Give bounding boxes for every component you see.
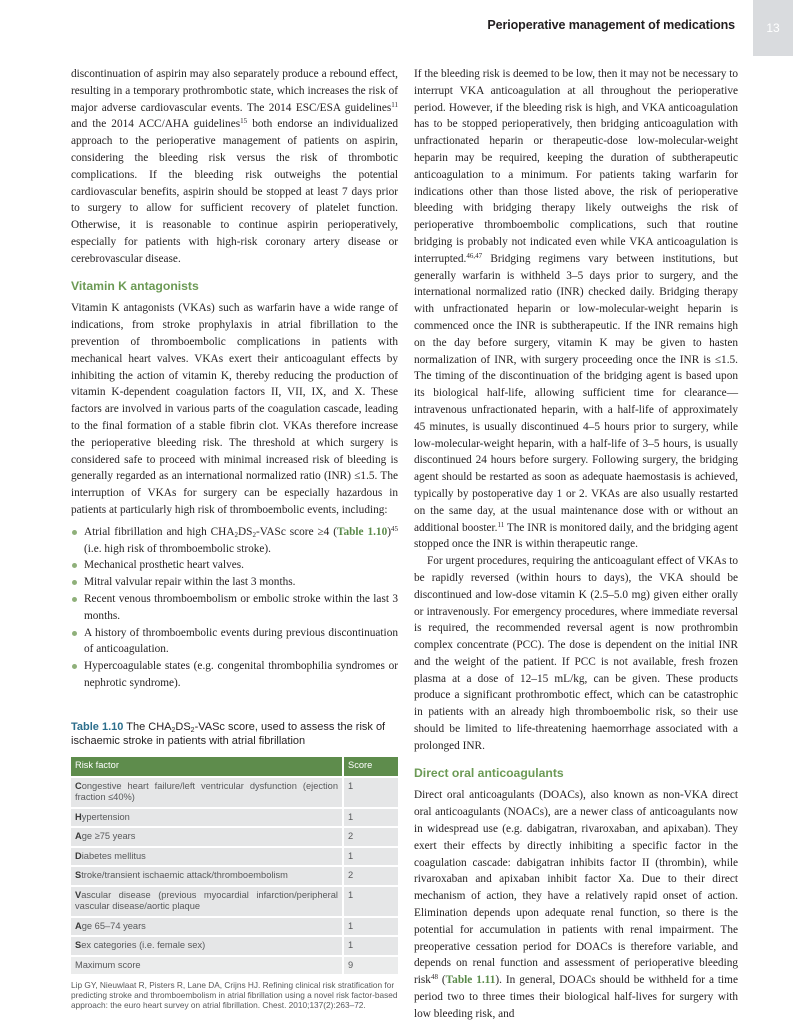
section-heading-doac: Direct oral anticoagulants: [414, 765, 564, 780]
acronym-initial: H: [75, 811, 82, 822]
list-item-text: A history of thromboembolic events during previous discontinuation of anticoagulation.: [84, 626, 398, 656]
score-cell: 2: [343, 827, 398, 847]
list-item: [71, 658, 398, 692]
bullet-icon: [72, 631, 77, 636]
score-cell: 1: [343, 777, 398, 808]
acronym-initial: C: [75, 780, 82, 791]
text-span: troke/transient ischaemic attack/thromboembolism: [81, 870, 288, 881]
table-row: [71, 866, 398, 886]
table-cross-reference-link[interactable]: Table 1.10: [336, 525, 388, 538]
score-cell: 2: [343, 866, 398, 886]
reference-superscript: 15: [240, 117, 248, 126]
list-item: [71, 591, 398, 625]
left-column: [71, 66, 398, 1010]
list-item: [71, 557, 398, 574]
subscript: 2: [252, 530, 256, 539]
bullet-icon: [72, 580, 77, 585]
text-span: both endorse an individualized approach to the perioperative management of patients on aspirin, considering the bleeding risk versus the risk of thrombotic complications. If the bleeding risk outweighs the potential cardiovascular benefits, aspirin should be stopped at least 7 days prior to surgery to allow for sufficient recovery of platelet function. Otherwise, it is reasonable to continue aspirin perioperatively, especially for patients with high-risk coronary artery disease or cerebrovascular disease.: [71, 118, 398, 265]
list-item: [71, 524, 398, 558]
text-span: Bridging regimens vary between institutions, but generally warfarin is withheld 3–5 days prior to surgery, and the international normalized ratio (INR) checked daily. Bridging therapy with unfractionated heparin or low-molecular-weight heparin is commenced once the INR is subtherapeutic. If the INR remains high on the day before surgery, vitamin K may be given to hasten normalization of INR, with surgery proceeding once the INR is ≤1.5. The timing of the discontinuation of the bridging agent is based upon its biological half-life, allowing sufficient time for clearance—intravenous unfractionated heparin, with a half-life of approximately 45 minutes, is usually discontinued 4–5 hours prior to surgery, while low-molecular-weight heparin, with a half-life of 3–5 hours, is usually discontinued 24 hours before surgery. Following surgery, the bridging agent should be restarted as soon as adequate haemostasis is achieved, typically by postoperative day 1 or 2. VKAs are also usually restarted on the same day, at the usual maintenance dose with or without an additional booster.: [414, 252, 738, 534]
text-span: ascular disease (previous myocardial infarction/peripheral vascular disease/aortic plaque: [75, 889, 338, 912]
bullet-icon: [72, 664, 77, 669]
text-span: If the bleeding risk is deemed to be low, then it may not be necessary to interrupt VKA anticoagulation at all throughout the perioperative period. However, if the bleeding risk is high, and VKA anticoagulation has to be stopped perioperatively, then bridging anticoagulation with unfractionated heparin or therapeutic-dose low-molecular-weight heparin may be required, keeping the duration of subtherapeutic anticoagulation to a minimum. For patients taking warfarin for indications other than those listed above, the risk of perioperative bleeding with bridging therapy likely outweighs the risk of perioperative thromboembolic complications, such that routine bridging is probably not indicated even while VKA anticoagulation is interrupted.: [414, 68, 738, 265]
risk-factor-cell: [71, 917, 343, 937]
risk-factor-cell: [71, 777, 343, 808]
table-header-row: [71, 757, 398, 777]
score-cell: 1: [343, 917, 398, 937]
running-header-title: Perioperative management of medications: [487, 18, 735, 32]
table-row: [71, 886, 398, 917]
risk-factor-cell: [71, 886, 343, 917]
text-span: DS: [175, 720, 191, 733]
risk-factor-cell: [71, 808, 343, 828]
risk-factor-cell: [71, 936, 343, 956]
text-span: (i.e. high risk of thromboembolic stroke).: [84, 542, 271, 555]
text-span: -VASc score, used to assess the risk of ischaemic stroke in patients with atrial fibrillation: [71, 720, 386, 747]
table-row: [71, 917, 398, 937]
risk-factor-cell: [71, 847, 343, 867]
text-span: The INR is monitored daily, and the bridging agent stopped once the INR is within therapeutic range.: [414, 521, 738, 551]
table-cross-reference-link[interactable]: Table 1.11: [445, 974, 496, 987]
bullet-icon: [72, 563, 77, 568]
acronym-initial: V: [75, 889, 82, 900]
reference-superscript: 46,47: [466, 251, 483, 260]
risk-factor-cell: [71, 827, 343, 847]
paragraph-vka: Vitamin K antagonists (VKAs) such as warfarin have a wide range of indications, from stroke prophylaxis in atrial fibrillation to the prevention of thromboembolic complications in patients with mechanical heart valves. VKAs exert their anticoagulant effects by inhibiting the action of vitamin K, thereby reducing the production of vitamin K-dependent coagulation factors II, VII, IX, and X. These factors are involved in various parts of the coagulation cascade, leading to the final formation of a stable fibrin clot. VKAs therefore increase the perioperative bleeding risk. The threshold at which surgery is considered safe to proceed with minimal increased risk of bleeding is generally regarded as an international normalized ratio (INR) ≤1.5. The interruption of VKAs for surgery can be especially hazardous in patients at particularly high risk of thromboembolic events, including:: [71, 302, 398, 516]
cha2ds2-vasc-table: [71, 757, 398, 975]
bullet-icon: [72, 530, 77, 535]
text-span: ge 65–74 years: [81, 920, 146, 931]
score-cell: 1: [343, 808, 398, 828]
text-span: ): [387, 525, 391, 538]
text-span: The CHA: [123, 720, 172, 733]
score-cell: 1: [343, 936, 398, 956]
right-column: [414, 66, 738, 1023]
text-span: Atrial fibrillation and high CHA: [84, 525, 235, 538]
acronym-initial: S: [75, 870, 82, 881]
column-header-risk-factor: Risk factor: [71, 757, 343, 777]
text-span: -VASc score ≥4 (: [255, 525, 337, 538]
paragraph-reversal: For urgent procedures, requiring the anticoagulant effect of VKAs to be rapidly reversed (within hours to days), the VKA should be discontinued and low-dose vitamin K (2.5–5.0 mg) given either orally or intravenously. For emergency procedures, where immediate reversal is required, the recommended reversal agent is now prothrombin complex concentrate (PCC). The dose is dependent on the initial INR and the weight of the patient. If PCC is not available, fresh frozen plasma at a dose of 12–15 mL/kg, can be given. These products produce a significant prothrombotic effect, which can be catastrophic in patients with an already high thromboembolic risk, so their use should be limited to life-threatening haemorrhage associated with a prolonged INR.: [414, 555, 738, 752]
text-span: ge ≥75 years: [81, 831, 136, 842]
text-span: DS: [237, 525, 253, 538]
list-item-text: Mitral valvular repair within the last 3 months.: [84, 576, 296, 589]
page-number: 13: [753, 0, 793, 56]
text-span: ypertension: [81, 811, 130, 822]
paragraph-aspirin: [71, 66, 398, 268]
score-cell: 1: [343, 886, 398, 917]
reference-superscript: 48: [430, 973, 438, 982]
table-caption: [71, 720, 398, 748]
section-heading-vka: Vitamin K antagonists: [71, 278, 199, 293]
table-row: [71, 847, 398, 867]
table-row: [71, 936, 398, 956]
acronym-initial: A: [75, 831, 82, 842]
paragraph-bridging: [414, 66, 738, 553]
text-span: iabetes mellitus: [81, 850, 146, 861]
table-source-footnote: Lip GY, Nieuwlaat R, Pisters R, Lane DA, Crijns HJ. Refining clinical risk stratification for predicting stroke and thromboembolism in atrial fibrillation using a novel risk factor-based approach: the euro heart survey on atrial fibrillation. Chest. 2010;137(2):263–72.: [71, 980, 398, 1011]
list-item-text: Recent venous thromboembolism or embolic stroke within the last 3 months.: [84, 592, 398, 622]
bullet-icon: [72, 597, 77, 602]
table-row: [71, 827, 398, 847]
text-span: ongestive heart failure/left ventricular dysfunction (ejection fraction ≤40%): [75, 780, 338, 803]
table-total-row: [71, 956, 398, 975]
score-cell: 1: [343, 847, 398, 867]
reference-superscript: 45: [391, 524, 398, 533]
list-item-text: Mechanical prosthetic heart valves.: [84, 559, 244, 572]
text-span: discontinuation of aspirin may also separately produce a rebound effect, resulting in a temporary prothrombotic state, which increases the risk of major adverse cardiovascular events. The 2014 ESC/ESA guidelines: [71, 68, 398, 114]
max-score-label: Maximum score: [71, 956, 343, 975]
subscript: 2: [171, 726, 176, 734]
text-span: ex categories (i.e. female sex): [81, 940, 206, 951]
column-header-score: Score: [343, 757, 398, 777]
text-span: Direct oral anticoagulants (DOACs), also known as non-VKA direct oral anticoagulants (NOACs), are a newer class of anticoagulants now in widespread use (e.g. dabigatran, rivaroxaban, and apixaban). They exert their effects by directly inhibiting a specific factor in the coagulation cascade: dabigatran inhibits factor II (thrombin), while rivaroxaban and apixaban inhibit factor Xa. Due to their direct mechanism of action, they have a relatively rapid onset of action. Elimination depends upon adequate renal function, so there is the potential for accumulation in patients with renal impairment. The preoperative cessation period for DOACs is therefore variable, and depends on renal function and assessment of perioperative bleeding risk: [414, 789, 738, 987]
table-row: [71, 808, 398, 828]
subscript: 2: [190, 726, 195, 734]
list-item: [71, 574, 398, 591]
text-span: and the 2014 ACC/AHA guidelines: [71, 118, 241, 131]
acronym-initial: A: [75, 920, 82, 931]
reference-superscript: 11: [497, 520, 505, 529]
paragraph-doac: [414, 787, 738, 1022]
running-header: [0, 0, 793, 56]
risk-factor-cell: [71, 866, 343, 886]
acronym-initial: D: [75, 850, 82, 861]
subscript: 2: [234, 530, 238, 539]
max-score-value: 9: [343, 956, 398, 975]
high-risk-list: [71, 524, 398, 692]
list-item-text: Hypercoagulable states (e.g. congenital thrombophilia syndromes or nephrotic syndrome).: [84, 660, 398, 689]
table-row: [71, 777, 398, 808]
acronym-initial: S: [75, 940, 82, 951]
text-span: ). In general, DOACs should be withheld for a time period two to three times their biological half-lives for surgery with low bleeding risk, and: [414, 974, 738, 1020]
text-span: (: [437, 974, 446, 987]
reference-superscript: 11: [391, 100, 398, 109]
table-label: Table 1.10: [71, 720, 124, 733]
list-item: [71, 625, 398, 659]
